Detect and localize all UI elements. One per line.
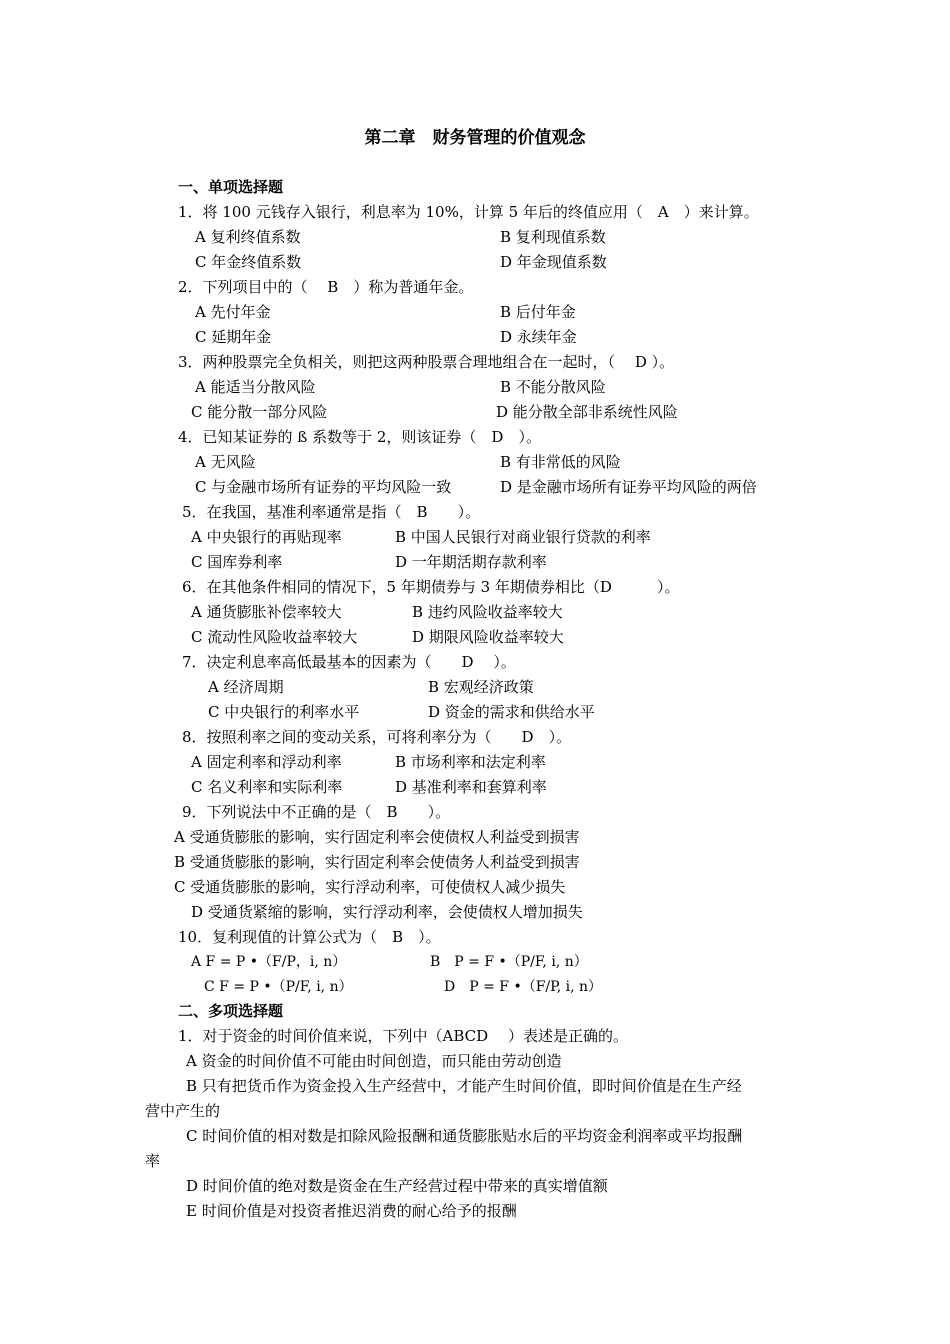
option-a: A 中央银行的再贴现率 [191,528,342,546]
option-b: B 后付年金 [500,303,576,321]
option-a: A 先付年金 [195,303,271,321]
question-stem: 5．在我国，基准利率通常是指（ B ）。 [182,503,481,521]
option-e: E 时间价值是对投资者推迟消费的耐心给予的报酬 [186,1202,517,1220]
option-c: C 能分散一部分风险 [191,403,328,421]
option-d: D 一年期活期存款利率 [395,553,547,571]
option-c: C 延期年金 [195,328,272,346]
question-stem: 8．按照利率之间的变动关系，可将利率分为（ D ）。 [182,728,572,746]
question-stem: 10．复利现值的计算公式为（ B ）。 [178,928,441,946]
page-title: 第二章 财务管理的价值观念 [364,128,586,148]
option-c: C 受通货膨胀的影响，实行浮动利率，可使债权人减少损失 [174,878,566,896]
option-d: D 能分散全部非系统性风险 [496,403,678,421]
section-heading: 二、多项选择题 [178,1002,284,1020]
option-d: D 永续年金 [500,328,577,346]
option-c-continued: 率 [145,1152,161,1170]
option-a: A 能适当分散风险 [195,378,316,396]
option-c: C F = P •（P/F, i, n） [204,979,353,995]
option-c: C 中央银行的利率水平 [208,703,360,721]
option-b-continued: 营中产生的 [145,1102,221,1120]
option-a: A 资金的时间价值不可能由时间创造，而只能由劳动创造 [186,1052,562,1070]
option-d: D 资金的需求和供给水平 [428,703,595,721]
option-b: B 市场利率和法定利率 [395,753,546,771]
option-d: D P = F •（F/P, i, n） [444,979,603,995]
option-b: B 受通货膨胀的影响，实行固定利率会使债务人利益受到损害 [174,853,580,871]
option-d: D 受通货紧缩的影响，实行浮动利率，会使债权人增加损失 [191,903,583,921]
option-b: B 复利现值系数 [500,228,606,246]
option-c: C 流动性风险收益率较大 [191,628,358,646]
option-d: D 时间价值的绝对数是资金在生产经营过程中带来的真实增值额 [186,1177,608,1195]
option-b: B 违约风险收益率较大 [412,603,563,621]
option-b: B 有非常低的风险 [500,453,621,471]
question-stem: 2．下列项目中的（ B ）称为普通年金。 [178,278,474,296]
option-d: D 期限风险收益率较大 [412,628,564,646]
option-b: B 中国人民银行对商业银行贷款的利率 [395,528,651,546]
section-heading: 一、单项选择题 [178,178,284,196]
option-c: C 名义利率和实际利率 [191,778,343,796]
option-c: C 时间价值的相对数是扣除风险报酬和通货膨胀贴水后的平均资金利润率或平均报酬 [186,1127,743,1145]
option-a: A 经济周期 [208,678,284,696]
question-stem: 1．将 100 元钱存入银行，利息率为 10%，计算 5 年后的终值应用（ A ）来计算。 [178,203,759,221]
option-d: D 基准利率和套算利率 [395,778,547,796]
option-a: A 无风险 [195,453,256,471]
question-stem: 7．决定利息率高低最基本的因素为（ D ）。 [182,653,516,671]
question-stem: 4．已知某证券的 ß 系数等于 2，则该证券（ D ）。 [178,428,541,446]
option-a: A 受通货膨胀的影响，实行固定利率会使债权人利益受到损害 [174,828,580,846]
option-c: C 与金融市场所有证券的平均风险一致 [195,478,452,496]
option-d: D 是金融市场所有证券平均风险的两倍 [500,478,757,496]
option-b: B 不能分散风险 [500,378,606,396]
option-a: A 复利终值系数 [195,228,301,246]
option-b: B 宏观经济政策 [428,678,534,696]
option-c: C 年金终值系数 [195,253,302,271]
option-b: B P = F •（P/F, i, n） [430,954,588,970]
option-a: A 通货膨胀补偿率较大 [191,603,342,621]
question-stem: 9．下列说法中不正确的是（ B ）。 [182,803,451,821]
option-a: A 固定利率和浮动利率 [191,753,342,771]
question-stem: 3．两种股票完全负相关，则把这两种股票合理地组合在一起时，（ D ）。 [178,353,675,371]
option-a: A F = P •（F/P，i, n） [191,954,347,970]
option-d: D 年金现值系数 [500,253,607,271]
option-c: C 国库券利率 [191,553,283,571]
option-b: B 只有把货币作为资金投入生产经营中，才能产生时间价值，即时间价值是在生产经 [186,1077,742,1095]
question-stem: 6．在其他条件相同的情况下，5 年期债券与 3 年期债券相比（D ）。 [182,578,680,596]
question-stem: 1．对于资金的时间价值来说，下列中（ABCD ）表述是正确的。 [178,1027,628,1045]
